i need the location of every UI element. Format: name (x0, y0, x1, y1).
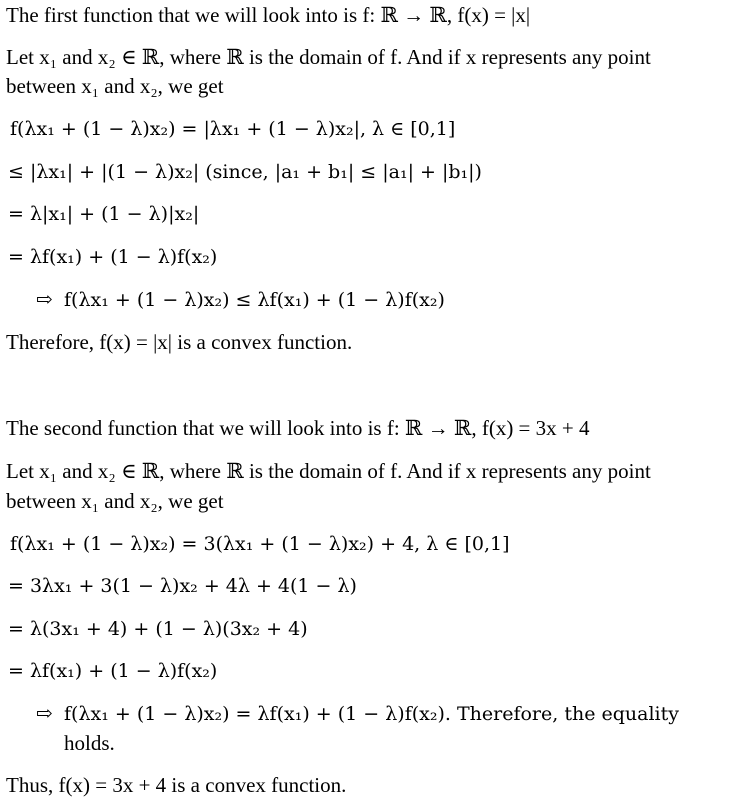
section2-let-line1: Let x₁ and x₂ ∈ ℝ, where ℝ is the domain of f. And if x represents any point (6, 459, 651, 483)
section2-intro: The second function that we will look into is f: ℝ → ℝ, f(x) = 3x + 4 (6, 416, 590, 440)
section1-intro: The first function that we will look into is f: ℝ → ℝ, f(x) = |x| (6, 3, 531, 27)
section2-step-4: = λf(x₁) + (1 − λ)f(x₂) (8, 660, 218, 682)
section2-implication-line1: f(λx₁ + (1 − λ)x₂) = λf(x₁) + (1 − λ)f(x₂). Therefore, the equality (64, 703, 679, 725)
section2-step-2: = 3λx₁ + 3(1 − λ)x₂ + 4λ + 4(1 − λ) (8, 575, 357, 597)
section1-step-2: ≤ |λx₁| + |(1 − λ)x₂| (since, |a₁ + b₁| ≤ |a₁| + |b₁|) (8, 161, 482, 183)
section1-step-3: = λ|x₁| + (1 − λ)|x₂| (8, 203, 200, 225)
section2-let-line2: between x₁ and x₂, we get (6, 489, 224, 513)
section1-step-1: f(λx₁ + (1 − λ)x₂) = |λx₁ + (1 − λ)x₂|, λ ∈ [0,1] (10, 118, 456, 140)
section2-implication-line2: holds. (64, 731, 115, 755)
section1-conclusion: Therefore, f(x) = |x| is a convex function. (6, 330, 353, 354)
implies-arrow-icon: ⇨ (36, 703, 53, 725)
section2-step-1: f(λx₁ + (1 − λ)x₂) = 3(λx₁ + (1 − λ)x₂) + 4, λ ∈ [0,1] (10, 533, 510, 555)
section2-step-3: = λ(3x₁ + 4) + (1 − λ)(3x₂ + 4) (8, 618, 308, 640)
section2-conclusion: Thus, f(x) = 3x + 4 is a convex function. (6, 773, 347, 797)
section1-let-line1: Let x₁ and x₂ ∈ ℝ, where ℝ is the domain of f. And if x represents any point (6, 45, 651, 69)
section1-let-line2: between x₁ and x₂, we get (6, 74, 224, 98)
section1-implication: f(λx₁ + (1 − λ)x₂) ≤ λf(x₁) + (1 − λ)f(x₂) (64, 289, 445, 311)
implies-arrow-icon: ⇨ (36, 289, 53, 311)
section1-step-4: = λf(x₁) + (1 − λ)f(x₂) (8, 246, 218, 268)
